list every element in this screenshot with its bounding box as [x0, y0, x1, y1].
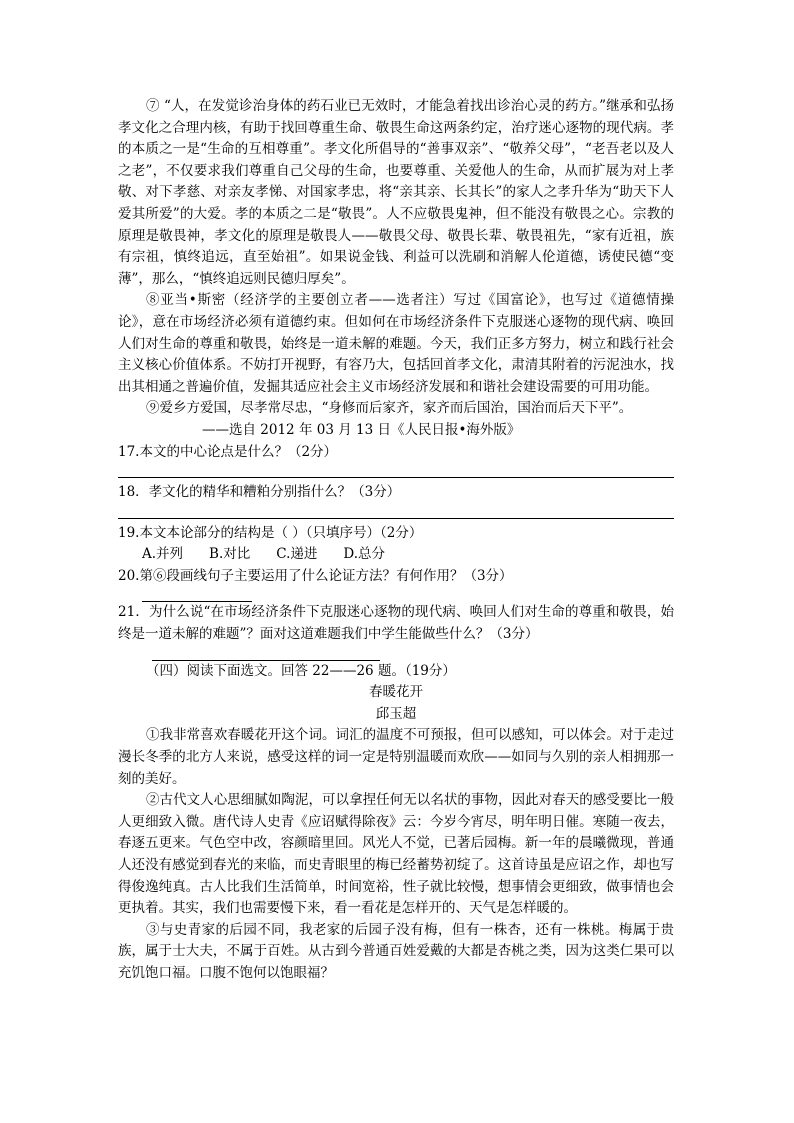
article-paragraph-3: ③与史青家的后园不同，我老家的后园子没有梅，但有一株杏，还有一株桃。梅属于贵族，属于士大夫，不属于百姓。从古到今普通百姓爱戴的大都是杏桃之类，因为这类仁果可以充饥饱口福。口腹不饱何以饱眼福？ [118, 921, 674, 981]
document-page [118, 96, 674, 985]
question-17: 17.本文的中心论点是什么？（2分） [118, 443, 338, 460]
option-b: B.对比 [209, 546, 251, 563]
article-paragraph-1: ①我非常喜欢春暖花开这个词。词汇的温度不可预报，但可以感知，可以体会。对于走过漫长冬季的北方人来说，感受这样的词一定是特别温暖而欢欣——如同与久别的亲人相拥那一刻的美好。 [118, 727, 674, 787]
answer-line-17 [118, 463, 674, 478]
answer-line-21 [152, 646, 380, 661]
option-d: D.总分 [343, 546, 386, 563]
question-20: 20.第⑥段画线句子主要运用了什么论证方法？有何作用？（3分） [118, 567, 513, 584]
source-citation: ——选自 2012 年 03 月 13 日《人民日报•海外版》 [202, 421, 521, 438]
article-title: 春暖花开 [369, 684, 423, 701]
question-19: 19.本文本论部分的结构是（ ）（只填序号）（2分） [118, 524, 423, 541]
article-paragraph-2: ②古代文人心思细腻如陶泥，可以拿捏任何无以名状的事物，因此对春天的感受要比一般人更细致入微。唐代诗人史青《应诏赋得除夜》云：今岁今宵尽，明年明日催。寒随一夜去，春逐五更来。气色空中改，容颜暗里回。风光人不觉，已著后园梅。新一年的晨曦微现，普通人还没有感觉到春光的来临，而史青眼里的梅已经蓄势初绽了。这首诗虽是应诏之作，却也写得俊逸纯真。古人比我们生活简单，时间宽裕，性子就比较慢，想事情会更细致，做事情也会更执着。其实，我们也需要慢下来，看一看花是怎样开的、天气是怎样暖的。 [118, 792, 674, 917]
question-19-options [118, 544, 674, 566]
article-author: 邱玉超 [375, 705, 417, 722]
section-instruction: （四）阅读下面选文。回答 22——26 题。（19分） [146, 662, 456, 679]
answer-line-18 [118, 504, 674, 519]
option-a: A.并列 [142, 546, 184, 563]
paragraph-8: ⑧亚当•斯密（经济学的主要创立者——选者注）写过《国富论》，也写过《道德情操论》，意在市场经济必须有道德约束。但如何在市场经济条件下克服迷心逐物的现代病、唤回人们对生命的尊重和敬畏，始终是一道未解的难题。今天，我们正多方努力，树立和践行社会主义核心价值体系。不妨打开视野，有容乃大，包括回首孝文化，肃清其附着的污泥浊水，找出其相通之普遍价值，发掘其适应社会主义市场经济发展和和谐社会建设需要的可用功能。 [118, 292, 674, 395]
question-21: 21．为什么说“在市场经济条件下克服迷心逐物的现代病、唤回人们对生命的尊重和敬畏，始终是一道未解的难题”？面对这道难题我们中学生能做些什么？（3分） [118, 604, 674, 643]
question-18: 18．孝文化的精华和糟粕分别指什么？（3分） [118, 484, 401, 501]
paragraph-9: ⑨爱乡方爱国，尽孝常尽忠，“身修而后家齐，家齐而后国治，国治而后天下平”。 [146, 400, 633, 417]
option-c: C.递进 [276, 546, 318, 563]
answer-line-20 [142, 587, 252, 602]
paragraph-7: ⑦ “人，在发觉诊治身体的药石业已无效时，才能急着找出诊治心灵的药方。”继承和弘扬孝文化之合理内核，有助于找回尊重生命、敬畏生命这两条约定，治疗迷心逐物的现代病。孝的本质之一是“生命的互相尊重”。孝文化所倡导的“善事双亲”、“敬养父母”，“老吾老以及人之老”，不仅要求我们尊重自己父母的生命，也要尊重、关爱他人的生命，从而扩展为对上孝敬、对下孝慈、对亲友孝悌、对国家孝忠，将“亲其亲、长其长”的家人之孝升华为“助天下人爱其所爱”的大爱。孝的本质之二是“敬畏”。人不应敬畏鬼神，但不能没有敬畏之心。宗教的原理是敬畏神，孝文化的原理是敬畏人——敬畏父母、敬畏长辈、敬畏祖先，“家有近祖，族有宗祖，慎终追远，直至始祖”。如果说金钱、利益可以洗刷和消解人伦道德，诱使民德“变薄”，那么，“慎终追远则民德归厚矣”。 [118, 98, 674, 287]
